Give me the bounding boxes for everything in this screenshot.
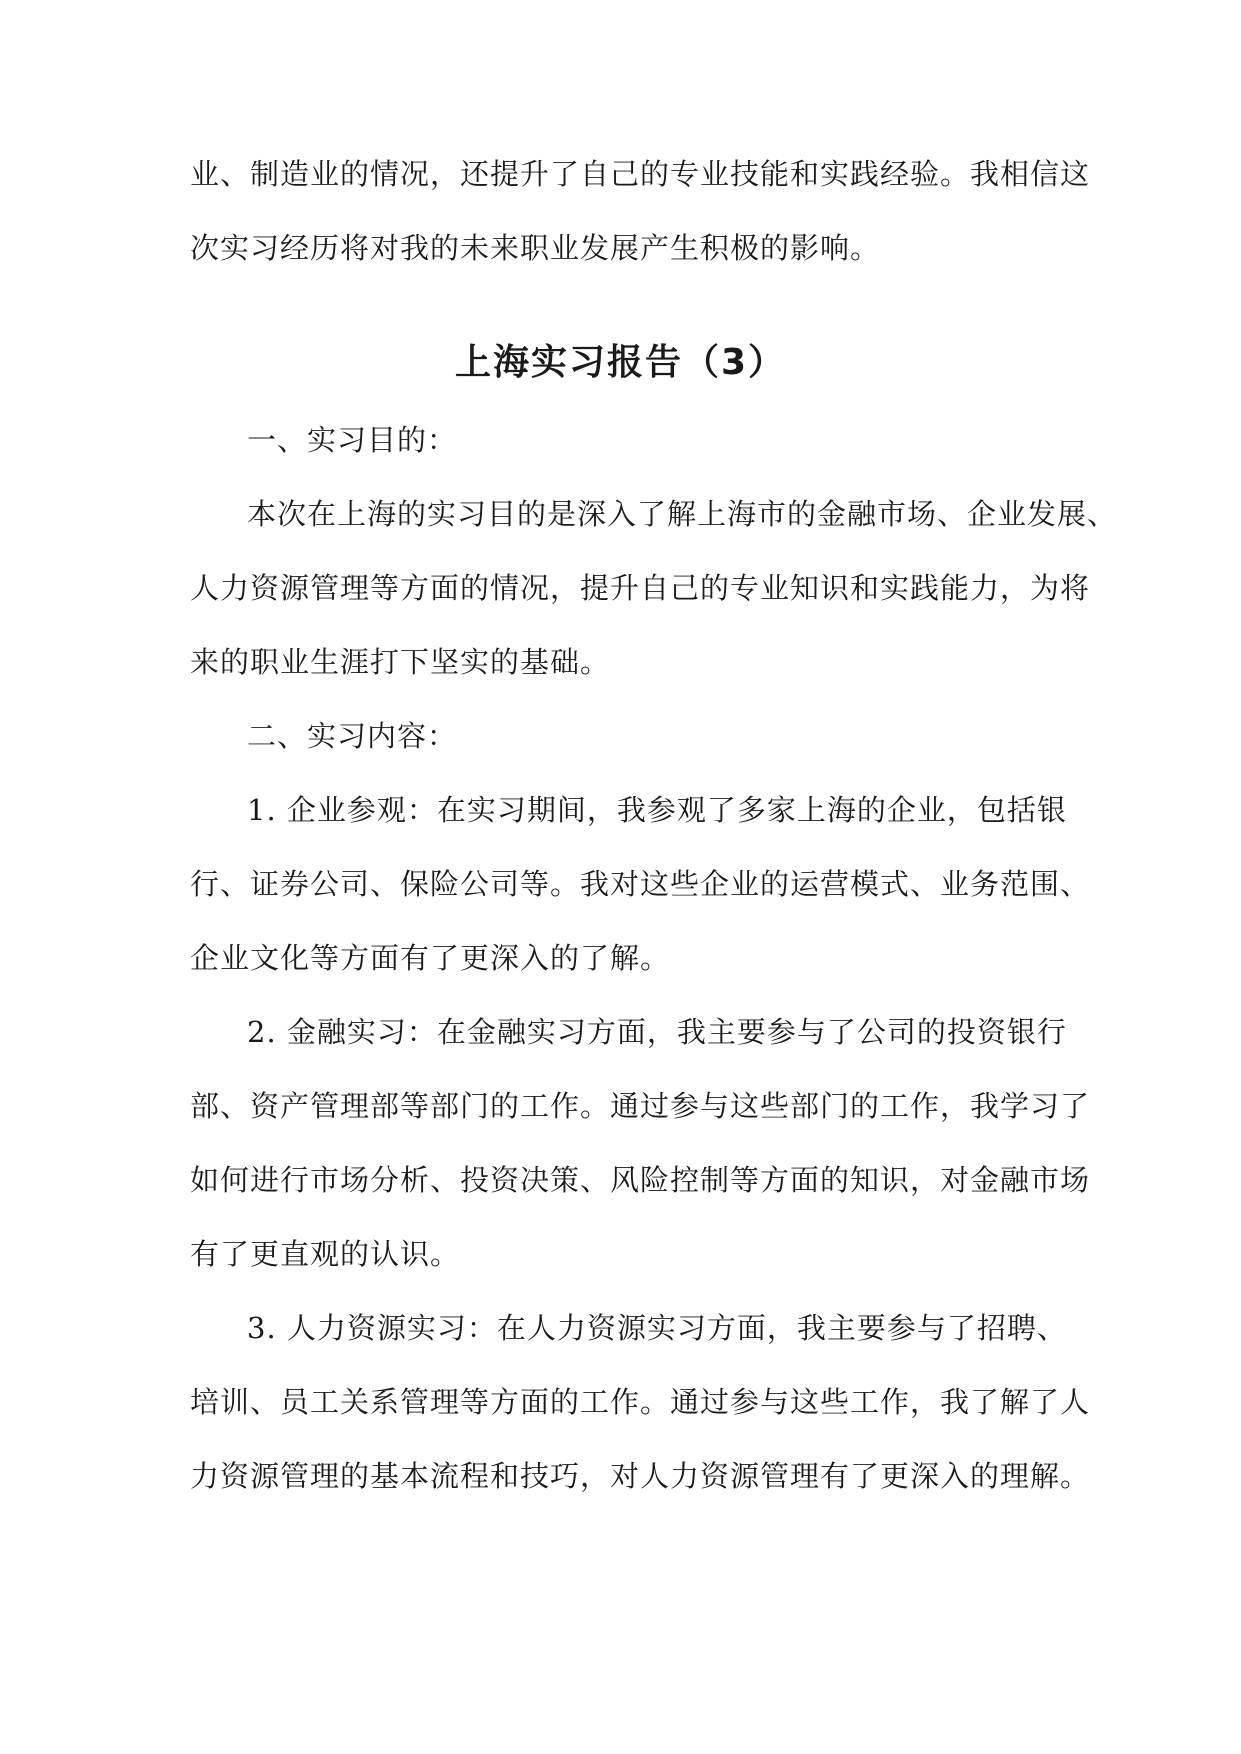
paragraph-line: 人力资源管理等方面的情况，提升自己的专业知识和实践能力，为将 xyxy=(190,571,1091,605)
list-item-line: 企业文化等方面有了更深入的了解。 xyxy=(190,941,671,975)
paragraph-line: 业、制造业的情况，还提升了自己的专业技能和实践经验。我相信这 xyxy=(190,157,1091,191)
report-title: 上海实习报告（3） xyxy=(454,342,787,383)
section-heading: 二、实习内容： xyxy=(247,719,458,753)
section-heading: 一、实习目的： xyxy=(247,423,458,457)
paragraph-line: 本次在上海的实习目的是深入了解上海市的金融市场、企业发展、 xyxy=(247,497,1118,531)
list-item-line: 3. 人力资源实习：在人力资源实习方面，我主要参与了招聘、 xyxy=(247,1311,1067,1345)
list-item-line: 部、资产管理部等部门的工作。通过参与这些部门的工作，我学习了 xyxy=(190,1089,1091,1123)
list-item-line: 如何进行市场分析、投资决策、风险控制等方面的知识，对金融市场 xyxy=(190,1163,1091,1197)
list-item-line: 行、证券公司、保险公司等。我对这些企业的运营模式、业务范围、 xyxy=(190,867,1091,901)
list-item-line: 1. 企业参观：在实习期间，我参观了多家上海的企业，包括银 xyxy=(247,793,1067,827)
list-item-line: 培训、员工关系管理等方面的工作。通过参与这些工作，我了解了人 xyxy=(190,1385,1091,1419)
list-item-line: 有了更直观的认识。 xyxy=(190,1237,461,1271)
list-item-line: 力资源管理的基本流程和技巧，对人力资源管理有了更深入的理解。 xyxy=(190,1459,1091,1493)
list-item-line: 2. 金融实习：在金融实习方面，我主要参与了公司的投资银行 xyxy=(247,1015,1067,1049)
paragraph-line: 来的职业生涯打下坚实的基础。 xyxy=(190,645,611,679)
paragraph-line: 次实习经历将对我的未来职业发展产生积极的影响。 xyxy=(190,231,881,265)
